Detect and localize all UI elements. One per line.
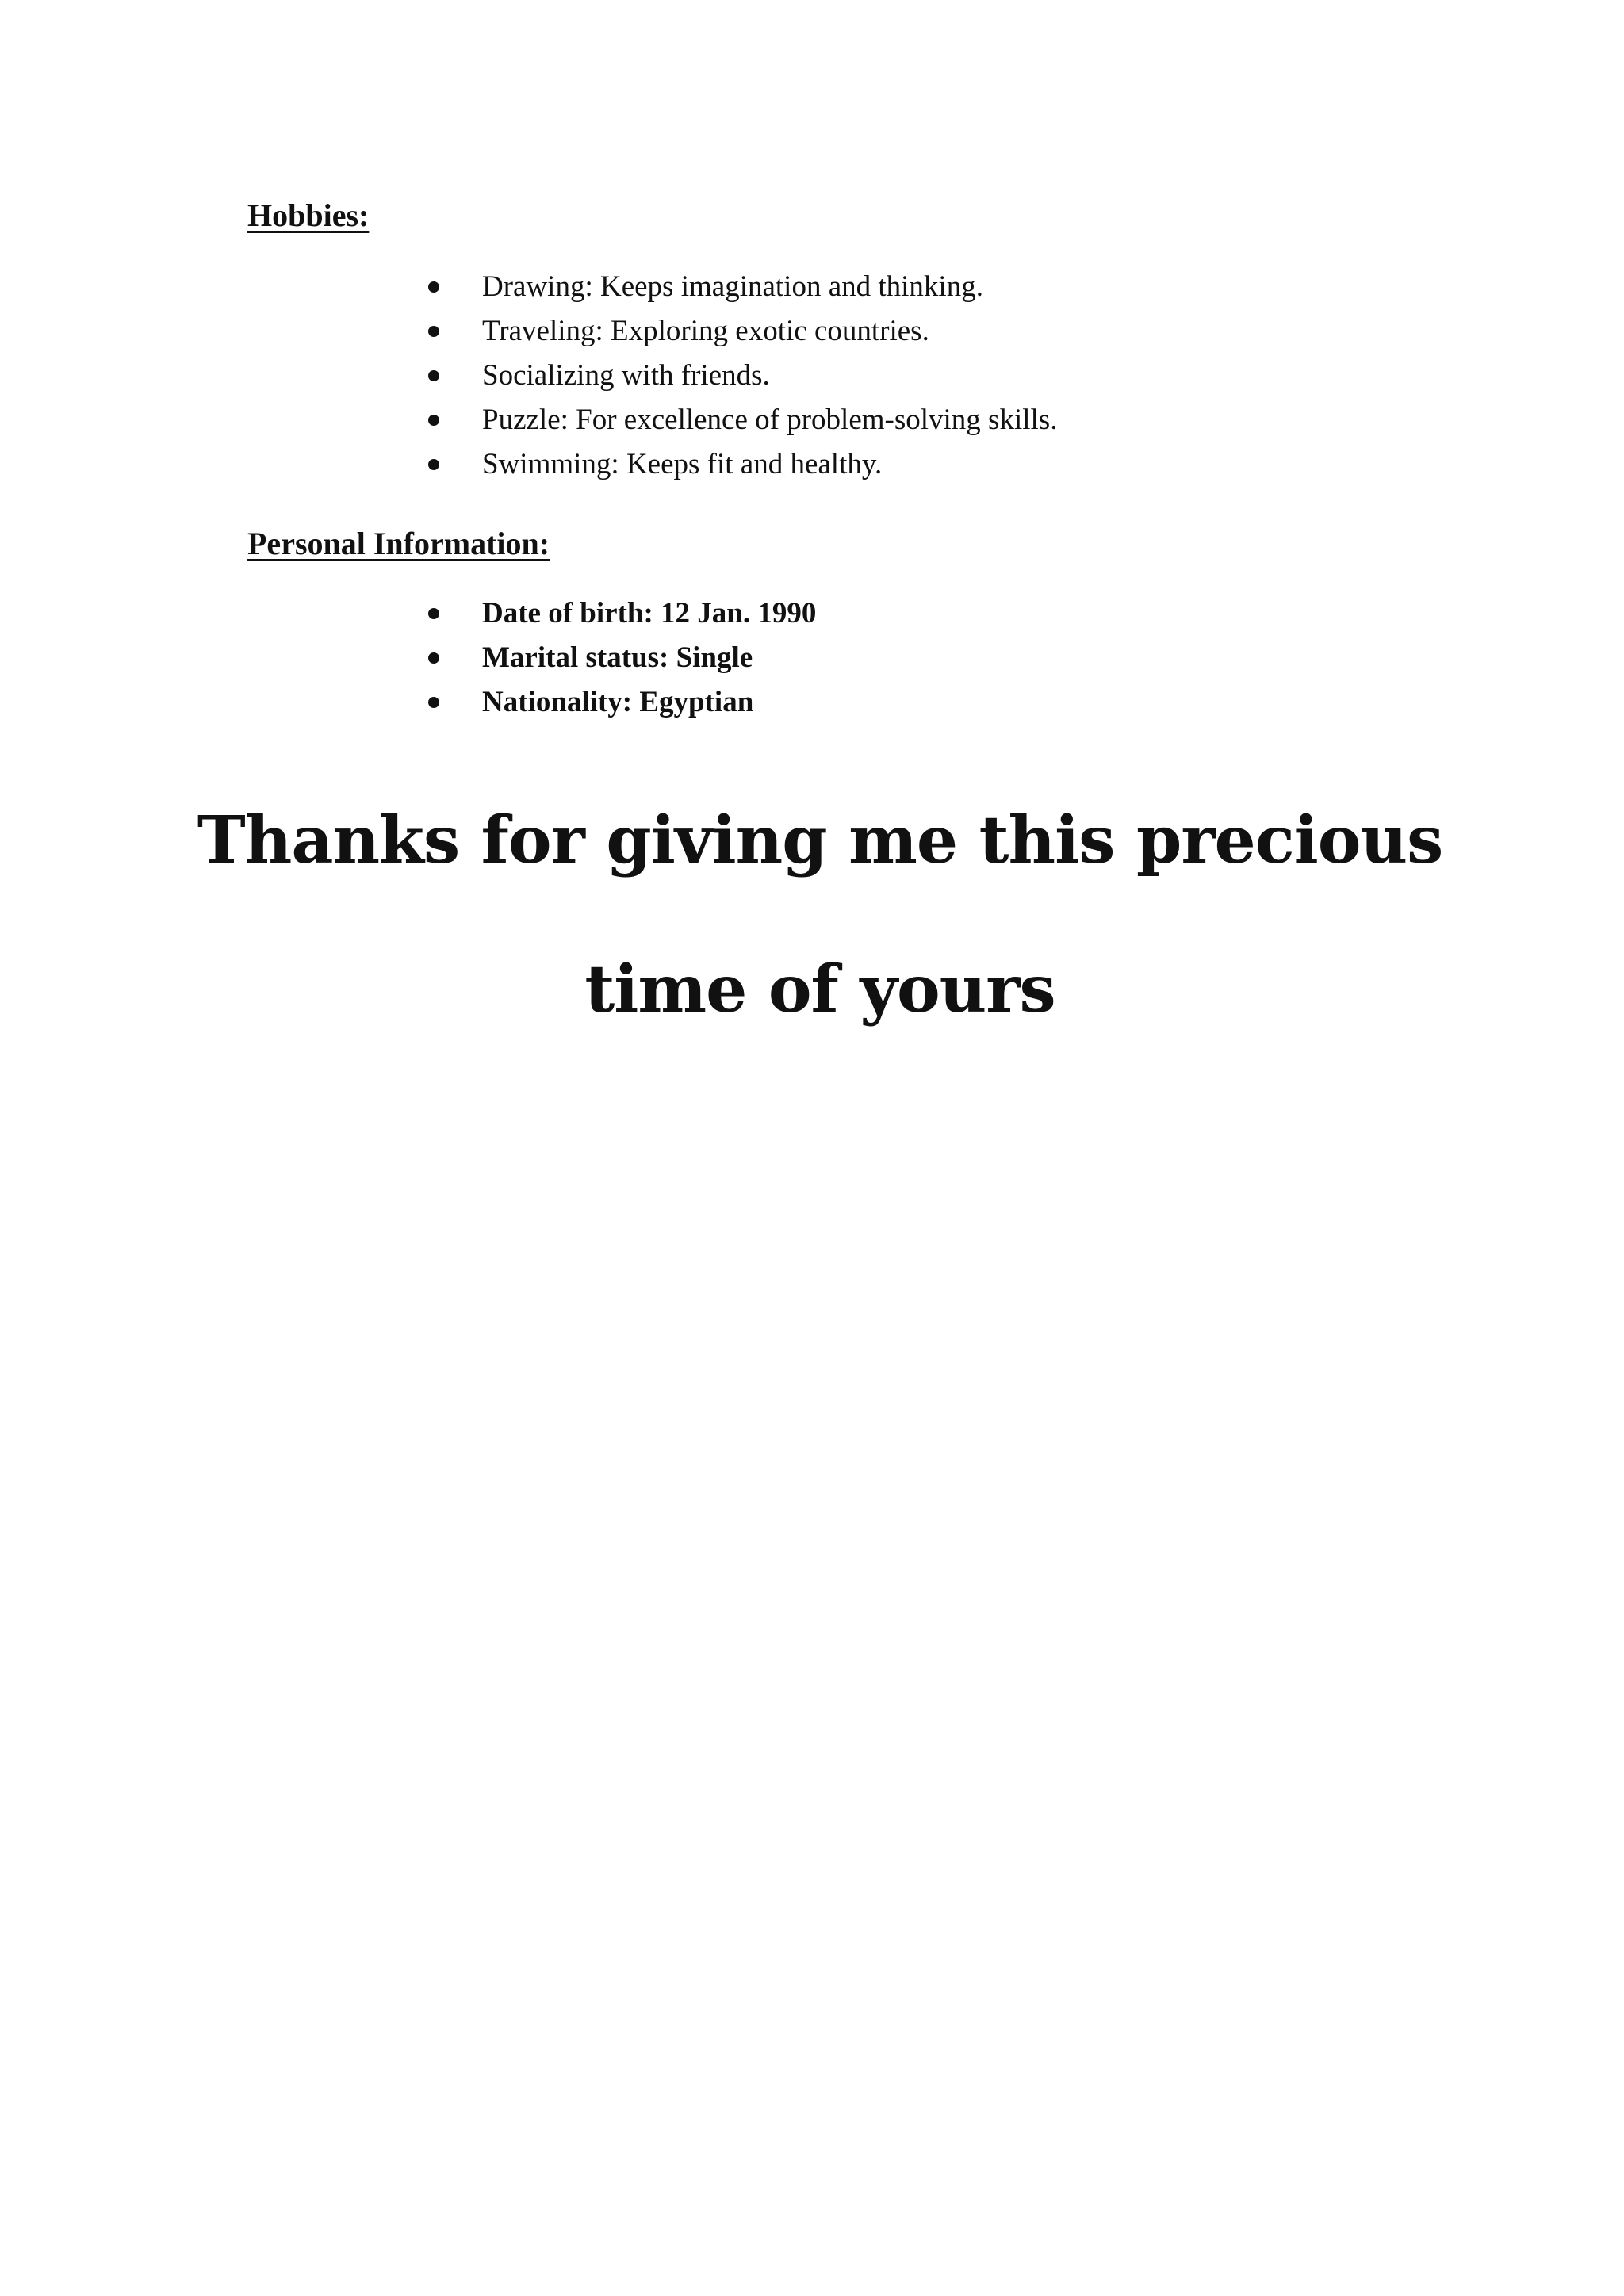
- closing-message-line-1: Thanks for giving me this precious: [197, 802, 1443, 878]
- bullet-icon: [428, 697, 439, 708]
- bullet-icon: [428, 281, 439, 293]
- date-of-birth: Date of birth: 12 Jan. 1990: [482, 597, 817, 629]
- hobby-socializing: Socializing with friends.: [482, 359, 770, 392]
- bullet-icon: [428, 459, 439, 470]
- hobby-traveling: Traveling: Exploring exotic countries.: [482, 315, 929, 347]
- hobby-swimming: Swimming: Keeps fit and healthy.: [482, 448, 883, 480]
- bullet-icon: [428, 652, 439, 664]
- hobbies-heading: Hobbies:: [247, 197, 370, 233]
- bullet-icon: [428, 415, 439, 426]
- bullet-icon: [428, 370, 439, 381]
- bullet-icon: [428, 326, 439, 337]
- hobby-puzzle: Puzzle: For excellence of problem-solving skills.: [482, 404, 1058, 436]
- marital-status: Marital status: Single: [482, 641, 753, 674]
- closing-message-line-2: time of yours: [584, 951, 1055, 1027]
- nationality: Nationality: Egyptian: [482, 686, 754, 718]
- personal-information-heading: Personal Information:: [247, 526, 550, 561]
- hobby-drawing: Drawing: Keeps imagination and thinking.: [482, 270, 983, 303]
- bullet-icon: [428, 608, 439, 619]
